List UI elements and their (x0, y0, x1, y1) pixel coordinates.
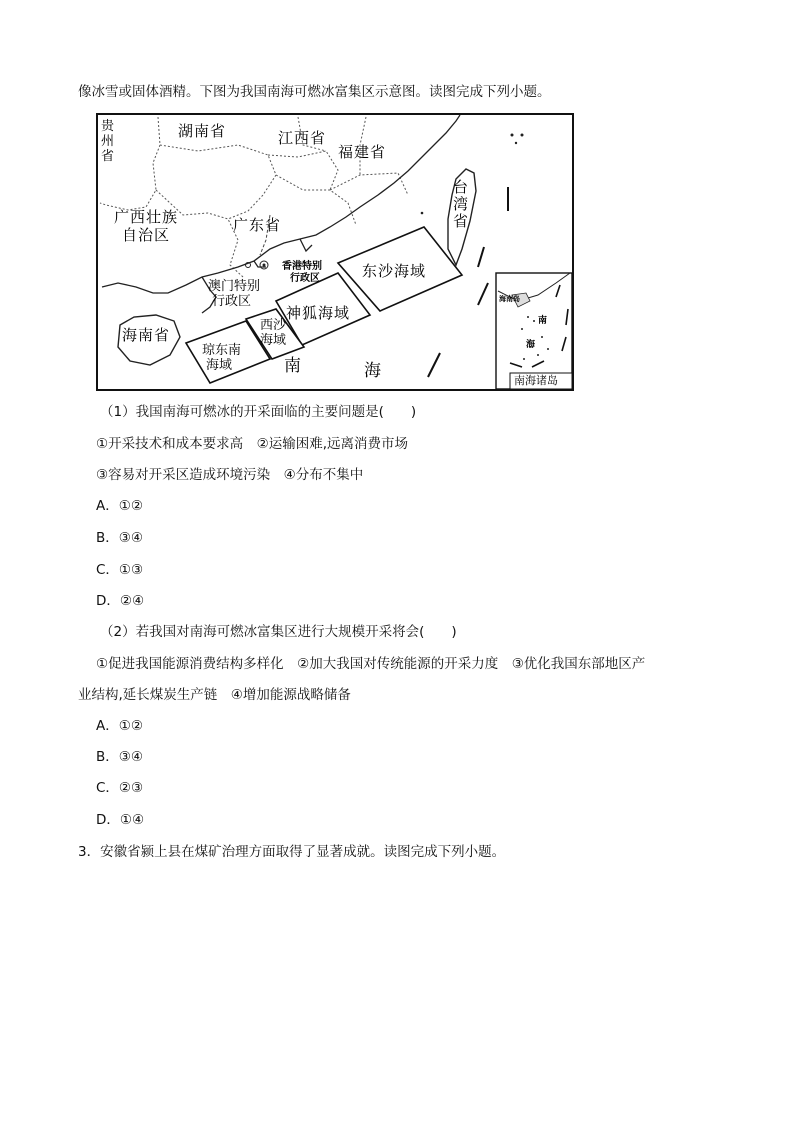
label-guangxi-line2: 自治区 (122, 226, 171, 244)
label-qiongdongnan-line2: 海域 (206, 358, 233, 373)
label-hongkong-line1: 香港特别 (282, 261, 322, 272)
inset-box (496, 273, 572, 389)
label-fujian: 福建省 (338, 143, 387, 161)
q1-items-line1: ①开采技术和成本要求高 ②运输困难,远离消费市场 (96, 436, 408, 452)
q2-option-a[interactable]: A．①② (96, 718, 143, 734)
label-taiwan: 台湾省 (453, 178, 470, 230)
label-shenhu: 神狐海域 (286, 304, 351, 322)
q1-stem: （1）我国南海可燃冰的开采面临的主要问题是( ) (100, 404, 417, 420)
label-jiangxi: 江西省 (278, 129, 327, 147)
q2-items-line1: ①促进我国能源消费结构多样化 ②加大我国对传统能源的开采力度 ③优化我国东部地区产 (96, 656, 646, 672)
q2-stem: （2）若我国对南海可燃冰富集区进行大规模开采将会( ) (100, 624, 457, 640)
label-xisha-line2: 海域 (260, 333, 287, 348)
intro-text: 像冰雪或固体酒精。下图为我国南海可燃冰富集区示意图。读图完成下列小题。 (78, 84, 551, 100)
q2-option-b[interactable]: B．③④ (96, 749, 143, 765)
inset-label-hainan: 海南岛 (499, 295, 520, 303)
inset-title: 南海诸岛 (514, 374, 558, 387)
q2-option-c[interactable]: C．②③ (96, 780, 144, 796)
q1-option-a[interactable]: A．①② (96, 498, 143, 514)
q1-items-line2: ③容易对开采区造成环境污染 ④分布不集中 (96, 467, 364, 483)
q1-option-b[interactable]: B．③④ (96, 530, 143, 546)
label-dongsha: 东沙海域 (362, 262, 427, 280)
map-drawing (98, 115, 572, 389)
label-sea-char1: 南 (284, 356, 302, 376)
label-macau-line2: 行政区 (212, 294, 252, 309)
label-xisha-line1: 西沙 (260, 318, 287, 333)
label-macau-line1: 澳门特别 (208, 279, 261, 294)
label-guangxi-line1: 广西壮族 (114, 208, 179, 226)
label-guizhou: 贵州省 (100, 119, 114, 164)
inset-label-sea-char2: 海 (526, 340, 536, 350)
label-guangdong: 广东省 (233, 216, 282, 234)
label-hongkong-line2: 行政区 (290, 273, 320, 284)
q2-option-d[interactable]: D．①④ (96, 812, 145, 828)
inset-label-sea-char1: 南 (538, 316, 548, 326)
q3-stem: 3．安徽省颍上县在煤矿治理方面取得了显著成就。读图完成下列小题。 (78, 844, 506, 860)
q1-option-d[interactable]: D．②④ (96, 593, 145, 609)
label-hunan: 湖南省 (178, 122, 227, 140)
south-china-sea-map (96, 113, 574, 391)
q1-option-c[interactable]: C．①③ (96, 562, 144, 578)
label-qiongdongnan-line1: 琼东南 (202, 343, 242, 358)
label-sea-char2: 海 (364, 361, 382, 381)
q2-items-line2: 业结构,延长煤炭生产链 ④增加能源战略储备 (78, 687, 351, 703)
label-hainan: 海南省 (122, 326, 171, 344)
